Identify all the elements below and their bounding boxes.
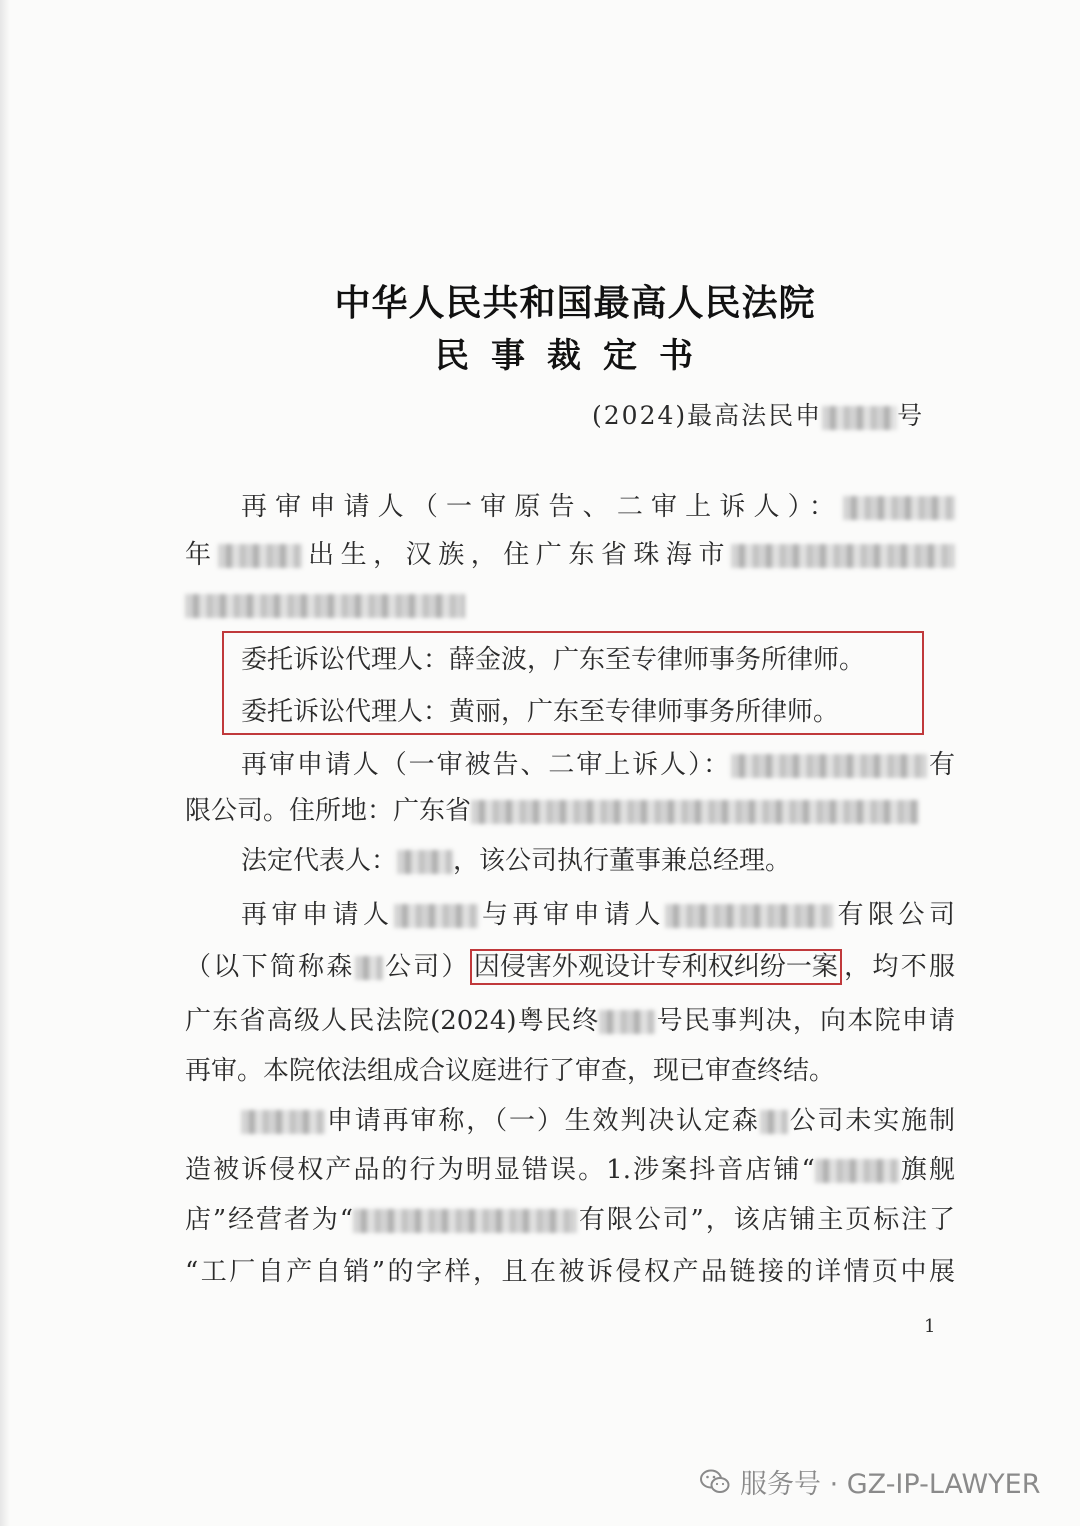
text-segment: 造被诉侵权产品的行为明显错误。1.涉案抖音店铺“ bbox=[185, 1155, 815, 1185]
page-edge-shadow bbox=[0, 0, 10, 1526]
redacted-text bbox=[471, 800, 919, 824]
text-segment: 号民事判决，向本院申请 bbox=[655, 1006, 955, 1036]
page-number: 1 bbox=[924, 1316, 936, 1337]
text-segment: 限公司。住所地：广东省 bbox=[185, 796, 472, 826]
redacted-text bbox=[599, 1010, 655, 1034]
text-segment: 法定代表人： bbox=[241, 846, 398, 876]
text-line bbox=[185, 1202, 955, 1238]
text-segment: 再审。本院依法组成合议庭进行了审查，现已审查终结。 bbox=[185, 1056, 836, 1086]
text-segment: 有 bbox=[927, 750, 955, 780]
text-segment: 有限公司”，该店铺主页标注了 bbox=[577, 1205, 956, 1235]
text-line bbox=[185, 897, 955, 933]
redacted-text bbox=[815, 1159, 899, 1183]
redacted-text bbox=[731, 754, 927, 778]
redacted-text bbox=[353, 1209, 577, 1233]
text-line bbox=[185, 843, 955, 879]
watermark-text: 服务号 · GZ-IP-LAWYER bbox=[740, 1469, 1041, 1500]
redacted-case-number bbox=[822, 406, 897, 430]
court-name-title: 中华人民共和国最高人民法院 bbox=[334, 282, 816, 324]
text-line bbox=[185, 1103, 955, 1139]
text-segment: 有限公司 bbox=[832, 900, 955, 930]
highlighted-case-cause: 因侵害外观设计专利权纠纷一案 bbox=[470, 949, 842, 985]
text-segment: 公司） bbox=[382, 952, 470, 982]
case-number-prefix: (2024)最高法民申 bbox=[592, 401, 823, 430]
text-line bbox=[185, 1152, 955, 1188]
text-segment: 再审申请人 bbox=[241, 900, 394, 930]
text-line bbox=[185, 642, 955, 678]
text-segment: 委托诉讼代理人：黄丽，广东至专律师事务所律师。 bbox=[241, 697, 840, 727]
text-line bbox=[185, 793, 955, 829]
redacted-text bbox=[185, 594, 465, 618]
text-segment: （以下简称森 bbox=[185, 952, 355, 982]
text-segment: 申请再审称，（一）生效判决认定森 bbox=[325, 1106, 760, 1136]
text-segment: 广东省高级人民法院(2024)粤民终 bbox=[185, 1006, 600, 1036]
text-line bbox=[185, 1254, 955, 1290]
redacted-text bbox=[218, 544, 302, 568]
text-segment: ，均不服 bbox=[841, 952, 955, 982]
case-number bbox=[592, 396, 924, 432]
text-segment: 公司未实施制 bbox=[787, 1106, 955, 1136]
document-type-title: 民事裁定书 bbox=[435, 336, 715, 376]
text-line bbox=[185, 694, 955, 730]
watermark bbox=[700, 1462, 1041, 1501]
redacted-text bbox=[665, 904, 833, 928]
text-segment: ，该公司执行董事兼总经理。 bbox=[453, 846, 792, 876]
text-line bbox=[185, 489, 955, 525]
text-line bbox=[185, 537, 955, 573]
redacted-text bbox=[731, 544, 955, 568]
redacted-text bbox=[843, 496, 955, 520]
text-line bbox=[185, 1003, 955, 1039]
text-line bbox=[185, 747, 955, 783]
text-segment: 年 bbox=[185, 540, 218, 570]
redacted-text bbox=[355, 956, 383, 980]
case-number-suffix: 号 bbox=[897, 401, 925, 430]
text-line bbox=[185, 949, 955, 985]
text-segment: 再审申请人（一审原告、二审上诉人）： bbox=[241, 492, 843, 522]
text-segment: 委托诉讼代理人：薛金波，广东至专律师事务所律师。 bbox=[241, 645, 866, 675]
text-line bbox=[185, 587, 955, 623]
text-segment: 旗舰 bbox=[898, 1155, 955, 1185]
redacted-text bbox=[397, 850, 453, 874]
text-segment: 出生，汉族，住广东省珠海市 bbox=[301, 540, 731, 570]
redacted-text bbox=[394, 904, 478, 928]
text-segment: 与再审申请人 bbox=[477, 900, 665, 930]
text-segment: 再审申请人（一审被告、二审上诉人）： bbox=[241, 750, 732, 780]
text-line bbox=[185, 1053, 955, 1089]
redacted-text bbox=[760, 1110, 788, 1134]
text-segment: “工厂自产自销”的字样，且在被诉侵权产品链接的详情页中展 bbox=[185, 1257, 955, 1287]
redacted-text bbox=[241, 1110, 325, 1134]
text-segment: 店”经营者为“ bbox=[185, 1205, 354, 1235]
wechat-icon bbox=[700, 1469, 730, 1495]
